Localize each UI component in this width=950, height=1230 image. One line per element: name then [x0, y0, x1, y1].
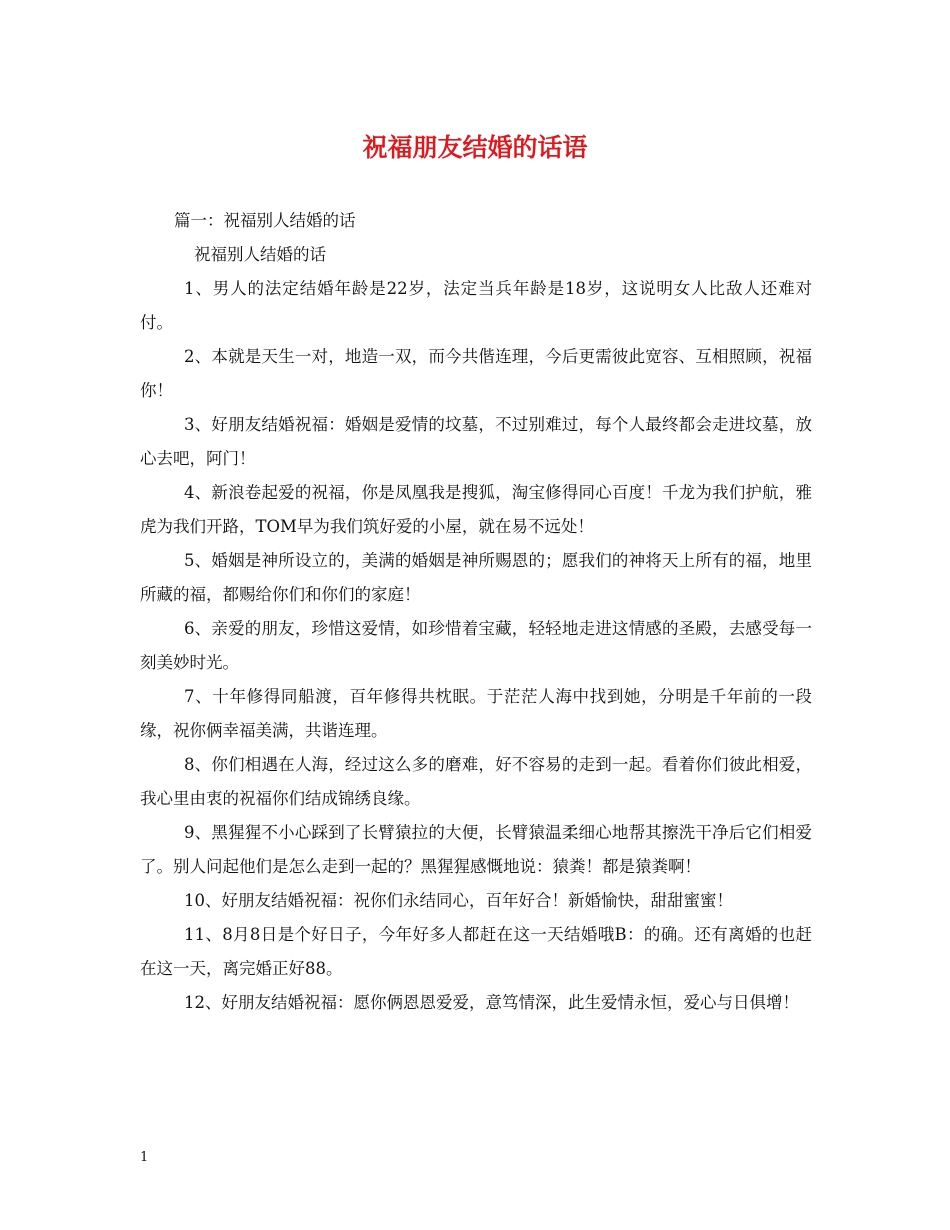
page-number: 1 [140, 1150, 149, 1165]
wish-item: 11、8月8日是个好日子，今年好多人都赶在这一天结婚哦B：的确。还有离婚的也赶在这一天，离完婚正好88。 [140, 925, 812, 978]
wish-item: 4、新浪卷起爱的祝福，你是凤凰我是搜狐，淘宝修得同心百度！千龙为我们护航，雅虎为我们开路，TOM早为我们筑好爱的小屋，就在易不远处！ [140, 483, 812, 536]
section-heading: 篇一：祝福别人结婚的话 [174, 211, 356, 230]
wish-item: 2、本就是天生一对，地造一双，而今共偕连理，今后更需彼此宽容、互相照顾，祝福你！ [140, 347, 812, 400]
wish-item: 9、黑猩猩不小心踩到了长臂猿拉的大便，长臂猿温柔细心地帮其擦洗干净后它们相爱了。别人问起他们是怎么走到一起的？黑猩猩感慨地说：猿粪！都是猿粪啊！ [140, 823, 812, 876]
document-title: 祝福朋友结婚的话语 [362, 133, 588, 162]
wish-item: 12、好朋友结婚祝福：愿你俩恩恩爱爱，意笃情深，此生爱情永恒，爱心与日俱增！ [184, 993, 799, 1012]
document-body [140, 204, 812, 1020]
wish-item: 7、十年修得同船渡，百年修得共枕眠。于茫茫人海中找到她，分明是千年前的一段缘，祝你俩幸福美满，共谐连理。 [140, 687, 812, 740]
subheading: 祝福别人结婚的话 [194, 245, 326, 264]
wish-item: 6、亲爱的朋友，珍惜这爱情，如珍惜着宝藏，轻轻地走进这情感的圣殿，去感受每一刻美妙时光。 [140, 619, 812, 672]
wish-item: 8、你们相遇在人海，经过这么多的磨难，好不容易的走到一起。看着你们彼此相爱，我心里由衷的祝福你们结成锦绣良缘。 [140, 755, 812, 808]
wish-item: 10、好朋友结婚祝福：祝你们永结同心，百年好合！新婚愉快，甜甜蜜蜜！ [184, 891, 733, 910]
wish-item: 1、男人的法定结婚年龄是22岁，法定当兵年龄是18岁，这说明女人比敌人还难对付。 [140, 279, 812, 332]
wish-item: 3、好朋友结婚祝福：婚姻是爱情的坟墓，不过别难过，每个人最终都会走进坟墓，放心去吧，阿门！ [140, 415, 812, 468]
wish-list [140, 272, 812, 1020]
wish-item: 5、婚姻是神所设立的，美满的婚姻是神所赐恩的；愿我们的神将天上所有的福，地里所藏的福，都赐给你们和你们的家庭！ [140, 551, 812, 604]
